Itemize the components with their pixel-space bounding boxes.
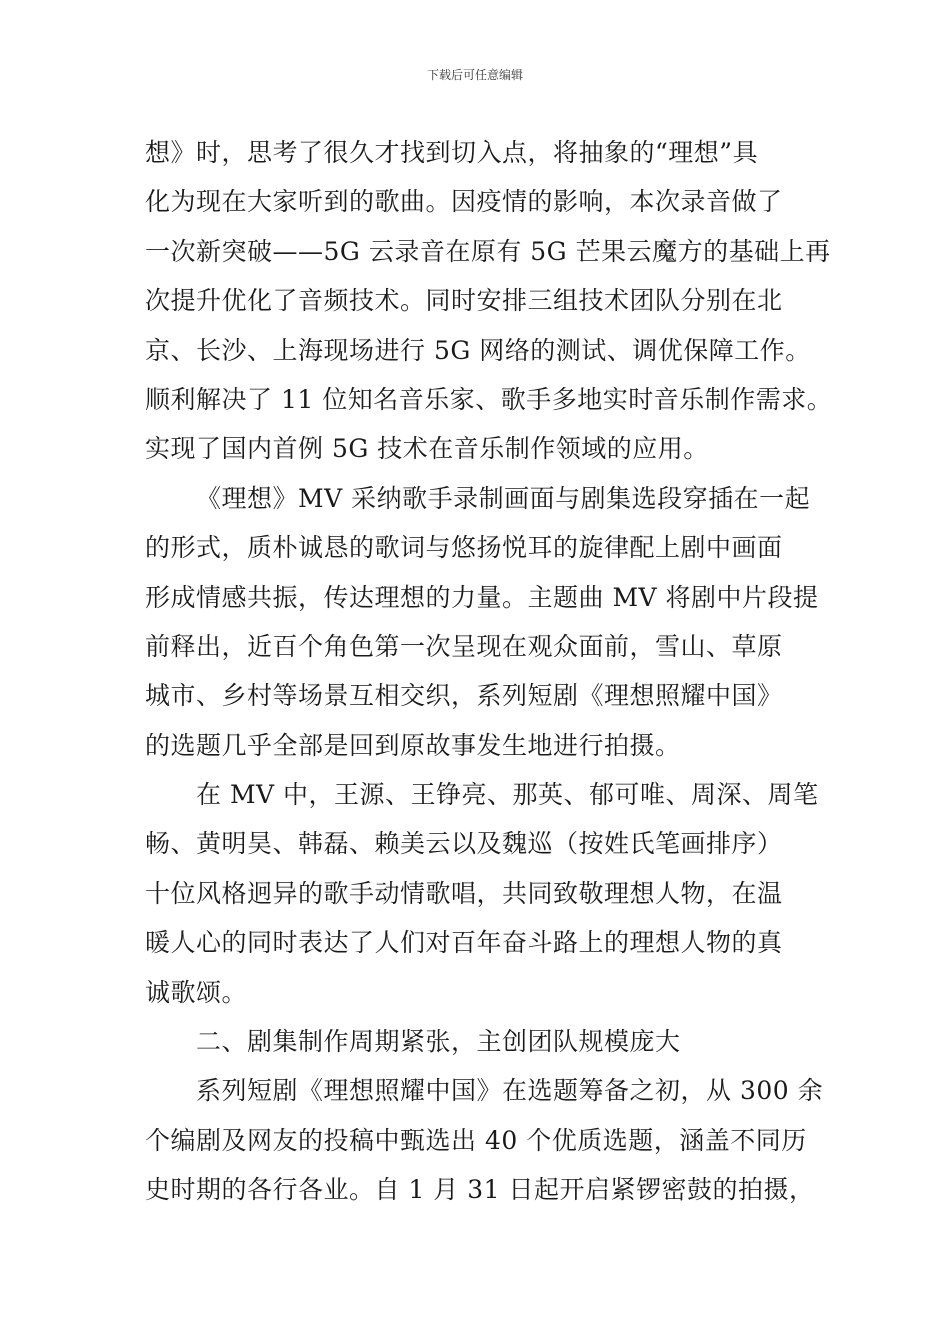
text-line: 十位风格迥异的歌手动情歌唱，共同致敬理想人物，在温 — [145, 878, 783, 908]
text-line: 实现了国内首例 5G 技术在音乐制作领域的应用。 — [145, 434, 709, 464]
paragraph-first-line: 系列短剧《理想照耀中国》在选题筹备之初，从 300 余 — [196, 1076, 824, 1106]
page-header: 下载后可任意编辑 — [426, 68, 523, 82]
text-line: 次提升优化了音频技术。同时安排三组技术团队分别在北 — [145, 286, 783, 316]
text-line: 前释出，近百个角色第一次呈现在观众面前，雪山、草原 — [145, 631, 783, 661]
text-line: 化为现在大家听到的歌曲。因疫情的影响，本次录音做了 — [145, 187, 783, 217]
text-line: 暖人心的同时表达了人们对百年奋斗路上的理想人物的真 — [145, 928, 783, 958]
text-line: 一次新突破——5G 云录音在原有 5G 芒果云魔方的基础上再 — [145, 236, 831, 266]
text-line: 的选题几乎全部是回到原故事发生地进行拍摄。 — [145, 730, 681, 760]
text-line: 形成情感共振，传达理想的力量。主题曲 MV 将剧中片段提 — [145, 582, 819, 612]
section-heading: 二、剧集制作周期紧张，主创团队规模庞大 — [196, 1027, 681, 1057]
text-line: 的形式，质朴诚恳的歌词与悠扬悦耳的旋律配上剧中画面 — [145, 533, 783, 563]
text-line: 诚歌颂。 — [145, 977, 248, 1007]
text-line: 京、长沙、上海现场进行 5G 网络的测试、调优保障工作。 — [145, 335, 811, 365]
text-line: 史时期的各行各业。自 1 月 31 日起开启紧锣密鼓的拍摄， — [145, 1175, 815, 1205]
text-line: 城市、乡村等场景互相交织，系列短剧《理想照耀中国》 — [145, 681, 783, 711]
text-line: 顺利解决了 11 位知名音乐家、歌手多地实时音乐制作需求。 — [145, 384, 833, 414]
document-body — [145, 128, 833, 1215]
paragraph-first-line: 《理想》MV 采纳歌手录制画面与剧集选段穿插在一起 — [196, 483, 811, 513]
paragraph-first-line: 在 MV 中，王源、王铮亮、那英、郁可唯、周深、周笔 — [196, 780, 819, 810]
text-line: 想》时，思考了很久才找到切入点，将抽象的“理想”具 — [145, 138, 759, 167]
text-line: 畅、黄明昊、韩磊、赖美云以及魏巡（按姓氏笔画排序） — [145, 829, 783, 859]
text-line: 个编剧及网友的投稿中甄选出 40 个优质选题，涵盖不同历 — [145, 1125, 807, 1155]
